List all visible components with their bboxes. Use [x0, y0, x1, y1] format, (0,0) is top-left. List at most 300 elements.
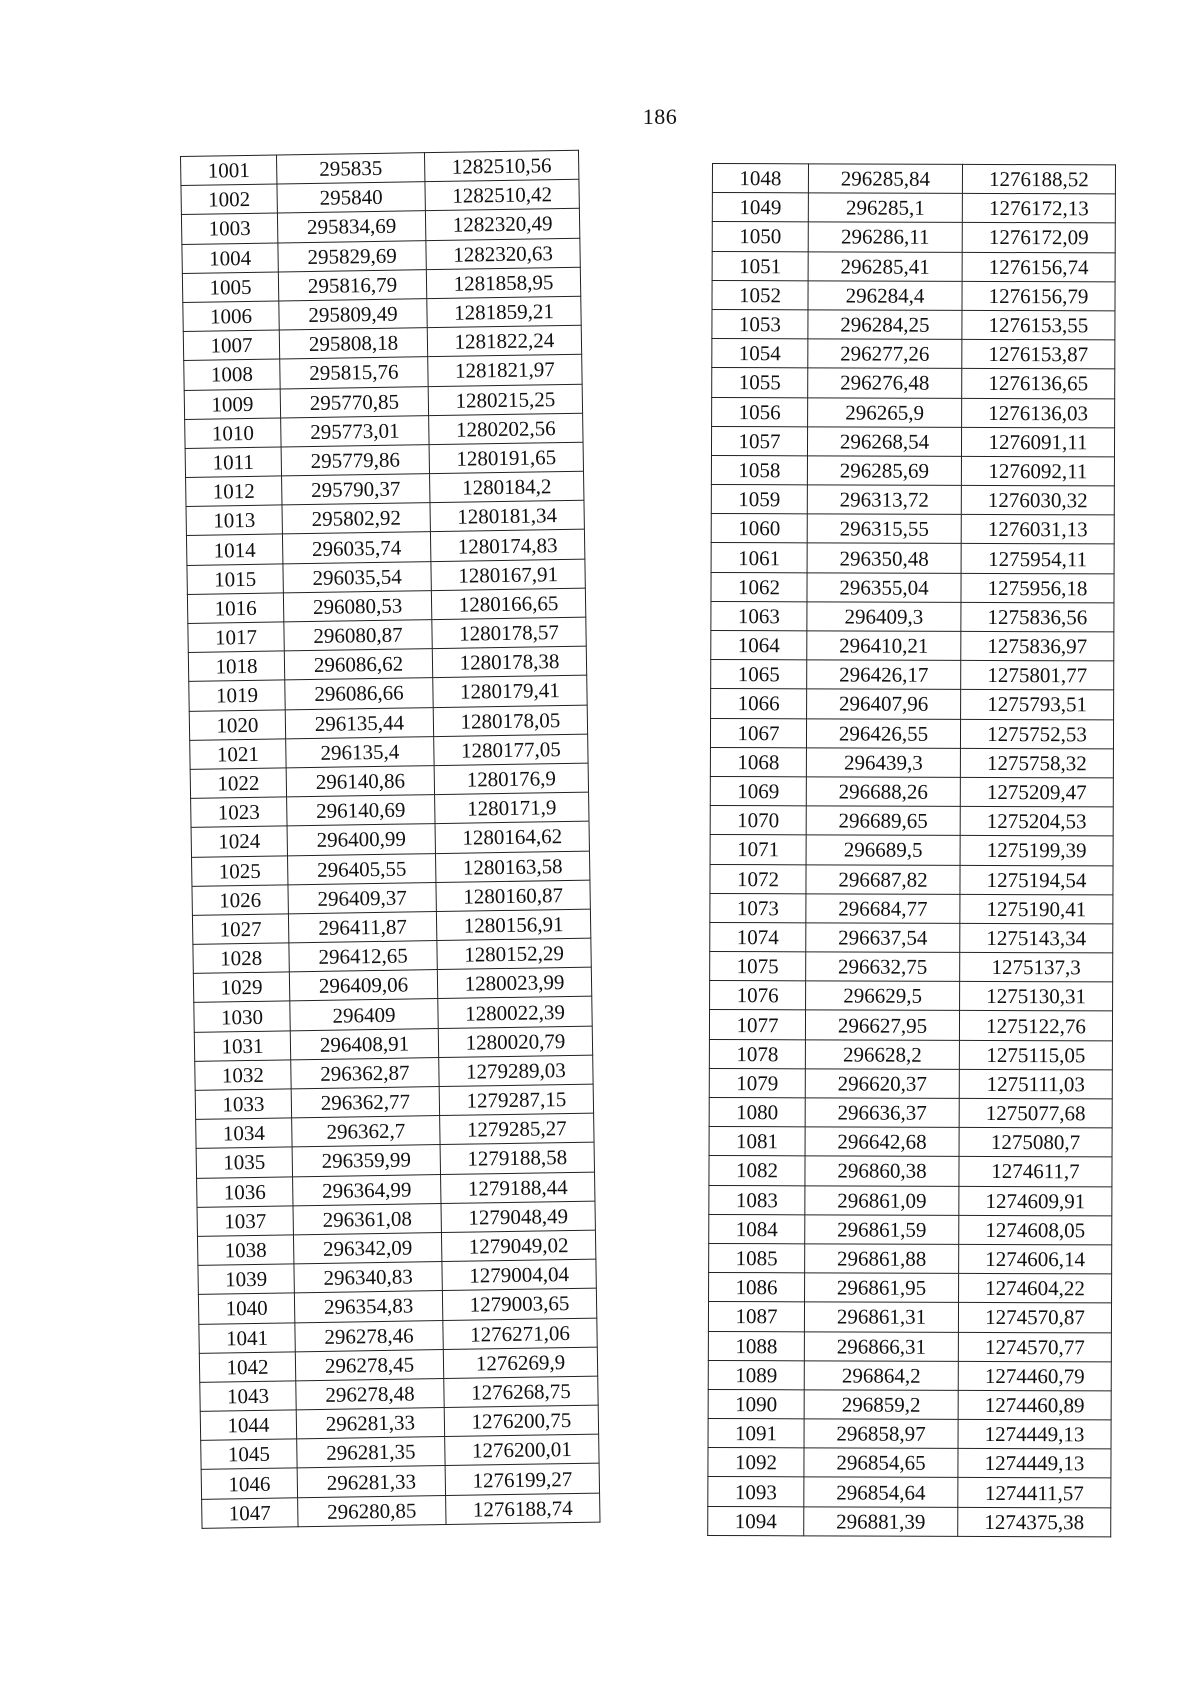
y-coordinate-cell: 1276200,75	[444, 1405, 598, 1437]
x-coordinate-cell: 296861,95	[805, 1273, 959, 1303]
point-number-cell: 1039	[198, 1264, 294, 1295]
coordinates-table-right	[707, 163, 1116, 1537]
y-coordinate-cell: 1276200,01	[445, 1434, 599, 1466]
point-number-cell: 1034	[196, 1118, 292, 1149]
y-coordinate-cell: 1281858,95	[426, 267, 580, 299]
y-coordinate-cell: 1280177,05	[434, 734, 588, 766]
y-coordinate-cell: 1282320,63	[426, 238, 580, 270]
y-coordinate-cell: 1274460,89	[958, 1390, 1111, 1420]
point-number-cell: 1056	[712, 397, 808, 427]
x-coordinate-cell: 296080,87	[284, 620, 432, 652]
point-number-cell: 1011	[185, 447, 281, 478]
y-coordinate-cell: 1276136,03	[962, 398, 1115, 428]
x-coordinate-cell: 296689,65	[806, 806, 960, 836]
table-row	[709, 1243, 1112, 1274]
x-coordinate-cell: 296637,54	[806, 923, 960, 953]
point-number-cell: 1078	[709, 1039, 805, 1069]
x-coordinate-cell: 296860,38	[805, 1156, 959, 1186]
y-coordinate-cell: 1275122,76	[959, 1011, 1112, 1041]
point-number-cell: 1074	[710, 922, 806, 952]
point-number-cell: 1049	[712, 193, 808, 223]
x-coordinate-cell: 296687,82	[806, 864, 960, 894]
point-number-cell: 1020	[189, 709, 285, 740]
x-coordinate-cell: 296350,48	[807, 543, 961, 573]
point-number-cell: 1083	[709, 1185, 805, 1215]
x-coordinate-cell: 296861,31	[804, 1302, 958, 1332]
x-coordinate-cell: 296439,3	[806, 748, 960, 778]
point-number-cell: 1031	[194, 1031, 290, 1062]
table-row	[710, 747, 1113, 778]
y-coordinate-cell: 1276268,75	[444, 1376, 598, 1408]
table-row	[712, 251, 1115, 282]
x-coordinate-cell: 296861,88	[805, 1244, 959, 1274]
x-coordinate-cell: 296278,48	[296, 1378, 444, 1410]
point-number-cell: 1046	[201, 1468, 297, 1499]
table-body	[708, 164, 1116, 1537]
y-coordinate-cell: 1276188,52	[962, 164, 1115, 194]
y-coordinate-cell: 1280164,62	[435, 821, 589, 853]
x-coordinate-cell: 296364,99	[293, 1174, 441, 1206]
table-row	[709, 1097, 1112, 1128]
point-number-cell: 1063	[711, 601, 807, 631]
point-number-cell: 1050	[712, 222, 808, 252]
y-coordinate-cell: 1279003,65	[442, 1288, 596, 1320]
x-coordinate-cell: 296410,21	[807, 631, 961, 661]
x-coordinate-cell: 296861,09	[805, 1185, 959, 1215]
y-coordinate-cell: 1276271,06	[443, 1318, 597, 1350]
y-coordinate-cell: 1274375,38	[958, 1507, 1111, 1537]
y-coordinate-cell: 1275130,31	[960, 982, 1113, 1012]
x-coordinate-cell: 296135,44	[285, 707, 433, 739]
y-coordinate-cell: 1275836,56	[961, 602, 1114, 632]
y-coordinate-cell: 1279188,44	[441, 1172, 595, 1204]
x-coordinate-cell: 295808,18	[279, 328, 427, 360]
x-coordinate-cell: 296689,5	[806, 835, 960, 865]
x-coordinate-cell: 296315,55	[807, 514, 961, 544]
y-coordinate-cell: 1279049,02	[441, 1230, 595, 1262]
table-row	[708, 1506, 1111, 1537]
point-number-cell: 1047	[202, 1497, 298, 1528]
point-number-cell: 1080	[709, 1097, 805, 1127]
point-number-cell: 1066	[711, 689, 807, 719]
point-number-cell: 1023	[191, 797, 287, 828]
y-coordinate-cell: 1275077,68	[959, 1098, 1112, 1128]
point-number-cell: 1057	[711, 426, 807, 456]
x-coordinate-cell: 296629,5	[806, 981, 960, 1011]
point-number-cell: 1038	[197, 1235, 293, 1266]
table-row	[710, 981, 1113, 1012]
y-coordinate-cell: 1280171,9	[435, 792, 589, 824]
table-row	[708, 1419, 1111, 1450]
y-coordinate-cell: 1276199,27	[445, 1464, 599, 1496]
y-coordinate-cell: 1274449,13	[958, 1449, 1111, 1479]
point-number-cell: 1065	[711, 660, 807, 690]
y-coordinate-cell: 1275954,11	[961, 544, 1114, 574]
page-number: 186	[642, 104, 678, 129]
point-number-cell: 1059	[711, 485, 807, 515]
x-coordinate-cell: 296281,33	[297, 1466, 445, 1498]
table-row	[711, 455, 1114, 486]
y-coordinate-cell: 1274604,22	[959, 1273, 1112, 1303]
point-number-cell: 1032	[195, 1060, 291, 1091]
point-number-cell: 1082	[709, 1156, 805, 1186]
y-coordinate-cell: 1275194,54	[960, 865, 1113, 895]
table-row	[709, 1185, 1112, 1216]
point-number-cell: 1061	[711, 543, 807, 573]
x-coordinate-cell: 296342,09	[293, 1232, 441, 1264]
table-row	[709, 1214, 1112, 1245]
y-coordinate-cell: 1280179,41	[433, 676, 587, 708]
y-coordinate-cell: 1276091,11	[961, 427, 1114, 457]
table-row	[711, 426, 1114, 457]
x-coordinate-cell: 296340,83	[294, 1262, 442, 1294]
x-coordinate-cell: 296281,35	[297, 1437, 445, 1469]
y-coordinate-cell: 1275115,05	[959, 1040, 1112, 1070]
coordinates-table-left	[180, 150, 601, 1529]
x-coordinate-cell: 296362,77	[291, 1087, 439, 1119]
point-number-cell: 1064	[711, 630, 807, 660]
x-coordinate-cell: 296276,48	[808, 368, 962, 398]
point-number-cell: 1067	[710, 718, 806, 748]
x-coordinate-cell: 296284,4	[808, 281, 962, 311]
table-row	[712, 368, 1115, 399]
point-number-cell: 1077	[709, 1010, 805, 1040]
point-number-cell: 1005	[182, 272, 278, 303]
point-number-cell: 1085	[709, 1243, 805, 1273]
table-row	[709, 1039, 1112, 1070]
table-row	[710, 776, 1113, 807]
point-number-cell: 1041	[199, 1322, 295, 1353]
table-row	[712, 222, 1115, 253]
x-coordinate-cell: 296359,99	[292, 1145, 440, 1177]
y-coordinate-cell: 1275204,53	[960, 806, 1113, 836]
x-coordinate-cell: 296285,1	[808, 193, 962, 223]
x-coordinate-cell: 296854,65	[804, 1448, 958, 1478]
y-coordinate-cell: 1276153,55	[962, 310, 1115, 340]
table-row	[710, 835, 1113, 866]
y-coordinate-cell: 1280191,65	[429, 442, 583, 474]
x-coordinate-cell: 295790,37	[282, 474, 430, 506]
point-number-cell: 1091	[708, 1419, 804, 1449]
x-coordinate-cell: 295779,86	[281, 444, 429, 476]
x-coordinate-cell: 296086,62	[284, 649, 432, 681]
table-row	[709, 1068, 1112, 1099]
x-coordinate-cell: 296400,99	[287, 824, 435, 856]
table-row	[710, 718, 1113, 749]
x-coordinate-cell: 296628,2	[805, 1039, 959, 1069]
y-coordinate-cell: 1276269,9	[443, 1347, 597, 1379]
table-row	[709, 1273, 1112, 1304]
y-coordinate-cell: 1282510,42	[425, 179, 579, 211]
x-coordinate-cell: 296362,7	[292, 1116, 440, 1148]
table-row	[711, 601, 1114, 632]
point-number-cell: 1042	[199, 1352, 295, 1383]
point-number-cell: 1094	[708, 1506, 804, 1536]
point-number-cell: 1010	[185, 418, 281, 449]
y-coordinate-cell: 1276188,74	[446, 1493, 600, 1525]
y-coordinate-cell: 1280174,83	[430, 530, 584, 562]
x-coordinate-cell: 296361,08	[293, 1203, 441, 1235]
y-coordinate-cell: 1274411,57	[958, 1478, 1111, 1508]
x-coordinate-cell: 296140,86	[286, 766, 434, 798]
point-number-cell: 1036	[197, 1176, 293, 1207]
x-coordinate-cell: 296405,55	[287, 853, 435, 885]
point-number-cell: 1093	[708, 1477, 804, 1507]
x-coordinate-cell: 296409,06	[289, 970, 437, 1002]
x-coordinate-cell: 295834,69	[277, 211, 425, 243]
x-coordinate-cell: 296426,17	[807, 660, 961, 690]
x-coordinate-cell: 296286,11	[808, 222, 962, 252]
point-number-cell: 1044	[200, 1410, 296, 1441]
point-number-cell: 1016	[187, 593, 283, 624]
x-coordinate-cell: 296278,46	[295, 1320, 443, 1352]
point-number-cell: 1022	[190, 768, 286, 799]
y-coordinate-cell: 1280022,39	[438, 997, 592, 1029]
y-coordinate-cell: 1279048,49	[441, 1201, 595, 1233]
y-coordinate-cell: 1279285,27	[440, 1113, 594, 1145]
x-coordinate-cell: 296285,84	[808, 164, 962, 194]
x-coordinate-cell: 296409,3	[807, 602, 961, 632]
table-row	[712, 280, 1115, 311]
point-number-cell: 1069	[710, 776, 806, 806]
point-number-cell: 1084	[709, 1214, 805, 1244]
y-coordinate-cell: 1274609,91	[959, 1186, 1112, 1216]
y-coordinate-cell: 1282320,49	[425, 209, 579, 241]
point-number-cell: 1017	[188, 622, 284, 653]
y-coordinate-cell: 1281859,21	[427, 296, 581, 328]
point-number-cell: 1089	[708, 1360, 804, 1390]
x-coordinate-cell: 295835	[276, 153, 424, 185]
x-coordinate-cell: 295829,69	[278, 240, 426, 272]
x-coordinate-cell: 296354,83	[294, 1291, 442, 1323]
point-number-cell: 1040	[198, 1293, 294, 1324]
y-coordinate-cell: 1280156,91	[436, 909, 590, 941]
point-number-cell: 1088	[708, 1331, 804, 1361]
x-coordinate-cell: 296080,53	[283, 590, 431, 622]
x-coordinate-cell: 296135,4	[286, 736, 434, 768]
y-coordinate-cell: 1281821,97	[428, 355, 582, 387]
point-number-cell: 1037	[197, 1206, 293, 1237]
y-coordinate-cell: 1279287,15	[439, 1084, 593, 1116]
y-coordinate-cell: 1280181,34	[430, 500, 584, 532]
point-number-cell: 1006	[183, 301, 279, 332]
table-row	[711, 514, 1114, 545]
x-coordinate-cell: 296426,55	[806, 718, 960, 748]
x-coordinate-cell: 296627,95	[805, 1010, 959, 1040]
x-coordinate-cell: 296409,37	[288, 882, 436, 914]
point-number-cell: 1027	[192, 914, 288, 945]
y-coordinate-cell: 1280184,2	[430, 471, 584, 503]
point-number-cell: 1033	[195, 1089, 291, 1120]
y-coordinate-cell: 1274611,7	[959, 1157, 1112, 1187]
y-coordinate-cell: 1280163,58	[435, 851, 589, 883]
point-number-cell: 1001	[181, 155, 277, 186]
point-number-cell: 1090	[708, 1389, 804, 1419]
y-coordinate-cell: 1280023,99	[437, 967, 591, 999]
point-number-cell: 1007	[183, 330, 279, 361]
y-coordinate-cell: 1276030,32	[961, 485, 1114, 515]
y-coordinate-cell: 1275956,18	[961, 573, 1114, 603]
table-row	[712, 397, 1115, 428]
x-coordinate-cell: 296620,37	[805, 1069, 959, 1099]
x-coordinate-cell: 296859,2	[804, 1390, 958, 1420]
y-coordinate-cell: 1274606,14	[959, 1244, 1112, 1274]
x-coordinate-cell: 296866,31	[804, 1331, 958, 1361]
y-coordinate-cell: 1276136,65	[962, 369, 1115, 399]
point-number-cell: 1076	[710, 981, 806, 1011]
y-coordinate-cell: 1280176,9	[434, 763, 588, 795]
y-coordinate-cell: 1282510,56	[424, 150, 578, 182]
y-coordinate-cell: 1280166,65	[431, 588, 585, 620]
x-coordinate-cell: 296268,54	[807, 427, 961, 457]
point-number-cell: 1028	[193, 943, 289, 974]
point-number-cell: 1053	[712, 309, 808, 339]
y-coordinate-cell: 1279289,03	[439, 1055, 593, 1087]
y-coordinate-cell: 1280178,57	[432, 617, 586, 649]
y-coordinate-cell: 1276092,11	[961, 456, 1114, 486]
point-number-cell: 1009	[184, 388, 280, 419]
x-coordinate-cell: 295815,76	[280, 357, 428, 389]
y-coordinate-cell: 1280020,79	[438, 1026, 592, 1058]
point-number-cell: 1008	[184, 359, 280, 390]
x-coordinate-cell: 296632,75	[806, 952, 960, 982]
table-row	[708, 1302, 1111, 1333]
point-number-cell: 1072	[710, 864, 806, 894]
x-coordinate-cell: 295802,92	[282, 503, 430, 535]
point-number-cell: 1015	[187, 564, 283, 595]
y-coordinate-cell: 1274460,79	[958, 1361, 1111, 1391]
x-coordinate-cell: 296277,26	[808, 339, 962, 369]
x-coordinate-cell: 296409	[290, 999, 438, 1031]
y-coordinate-cell: 1275801,77	[961, 661, 1114, 691]
y-coordinate-cell: 1276172,13	[962, 194, 1115, 224]
point-number-cell: 1029	[193, 972, 289, 1003]
table-row	[710, 952, 1113, 983]
y-coordinate-cell: 1280215,25	[428, 384, 582, 416]
y-coordinate-cell: 1274449,13	[958, 1419, 1111, 1449]
y-coordinate-cell: 1279004,04	[442, 1259, 596, 1291]
table-row	[709, 1127, 1112, 1158]
point-number-cell: 1051	[712, 251, 808, 281]
table-row	[712, 339, 1115, 370]
point-number-cell: 1055	[712, 368, 808, 398]
point-number-cell: 1004	[182, 243, 278, 274]
point-number-cell: 1018	[188, 651, 284, 682]
y-coordinate-cell: 1274570,87	[958, 1303, 1111, 1333]
table-row	[711, 572, 1114, 603]
table-row	[202, 1493, 600, 1528]
y-coordinate-cell: 1280178,38	[432, 646, 586, 678]
x-coordinate-cell: 295809,49	[279, 299, 427, 331]
table-row	[712, 309, 1115, 340]
x-coordinate-cell: 296035,54	[283, 561, 431, 593]
point-number-cell: 1068	[710, 747, 806, 777]
x-coordinate-cell: 296881,39	[804, 1506, 958, 1536]
x-coordinate-cell: 296280,85	[298, 1495, 446, 1527]
y-coordinate-cell: 1279188,58	[440, 1142, 594, 1174]
point-number-cell: 1052	[712, 280, 808, 310]
point-number-cell: 1060	[711, 514, 807, 544]
x-coordinate-cell: 296642,68	[805, 1127, 959, 1157]
point-number-cell: 1014	[186, 534, 282, 565]
table-row	[708, 1477, 1111, 1508]
table-body	[181, 150, 600, 1528]
x-coordinate-cell: 296285,69	[807, 456, 961, 486]
x-coordinate-cell: 296281,33	[296, 1408, 444, 1440]
y-coordinate-cell: 1280202,56	[429, 413, 583, 445]
x-coordinate-cell: 296285,41	[808, 251, 962, 281]
table-row	[711, 485, 1114, 516]
point-number-cell: 1030	[194, 1001, 290, 1032]
point-number-cell: 1071	[710, 835, 806, 865]
x-coordinate-cell: 296265,9	[808, 397, 962, 427]
table-row	[710, 864, 1113, 895]
point-number-cell: 1013	[186, 505, 282, 536]
y-coordinate-cell: 1276156,79	[962, 281, 1115, 311]
y-coordinate-cell: 1281822,24	[427, 325, 581, 357]
point-number-cell: 1003	[181, 213, 277, 244]
x-coordinate-cell: 296035,74	[282, 532, 430, 564]
x-coordinate-cell: 296858,97	[804, 1419, 958, 1449]
table-row	[708, 1331, 1111, 1362]
point-number-cell: 1043	[200, 1381, 296, 1412]
table-row	[710, 806, 1113, 837]
point-number-cell: 1021	[190, 739, 286, 770]
y-coordinate-cell: 1276153,87	[962, 339, 1115, 369]
x-coordinate-cell: 296861,59	[805, 1215, 959, 1245]
y-coordinate-cell: 1275143,34	[960, 923, 1113, 953]
x-coordinate-cell: 296408,91	[290, 1028, 438, 1060]
table-row	[708, 1389, 1111, 1420]
x-coordinate-cell: 296684,77	[806, 894, 960, 924]
point-number-cell: 1070	[710, 806, 806, 836]
y-coordinate-cell: 1274608,05	[959, 1215, 1112, 1245]
y-coordinate-cell: 1275190,41	[960, 894, 1113, 924]
table-row	[710, 893, 1113, 924]
x-coordinate-cell: 296278,45	[295, 1349, 443, 1381]
y-coordinate-cell: 1276031,13	[961, 515, 1114, 545]
table-row	[712, 164, 1115, 195]
y-coordinate-cell: 1275793,51	[961, 690, 1114, 720]
table-row	[711, 630, 1114, 661]
point-number-cell: 1086	[709, 1273, 805, 1303]
point-number-cell: 1025	[192, 855, 288, 886]
table-row	[708, 1448, 1111, 1479]
y-coordinate-cell: 1276156,74	[962, 252, 1115, 282]
point-number-cell: 1087	[708, 1302, 804, 1332]
x-coordinate-cell: 296284,25	[808, 310, 962, 340]
x-coordinate-cell: 296086,66	[285, 678, 433, 710]
x-coordinate-cell: 295773,01	[281, 415, 429, 447]
table-row	[711, 660, 1114, 691]
x-coordinate-cell: 296688,26	[806, 777, 960, 807]
y-coordinate-cell: 1275080,7	[959, 1128, 1112, 1158]
x-coordinate-cell: 295770,85	[280, 386, 428, 418]
table-row	[711, 543, 1114, 574]
point-number-cell: 1054	[712, 339, 808, 369]
point-number-cell: 1058	[711, 455, 807, 485]
point-number-cell: 1073	[710, 893, 806, 923]
point-number-cell: 1075	[710, 952, 806, 982]
x-coordinate-cell: 296864,2	[804, 1361, 958, 1391]
table-row	[710, 922, 1113, 953]
y-coordinate-cell: 1275111,03	[959, 1069, 1112, 1099]
x-coordinate-cell: 295840	[277, 182, 425, 214]
point-number-cell: 1019	[189, 680, 285, 711]
y-coordinate-cell: 1280152,29	[437, 938, 591, 970]
x-coordinate-cell: 296636,37	[805, 1098, 959, 1128]
y-coordinate-cell: 1280167,91	[431, 559, 585, 591]
